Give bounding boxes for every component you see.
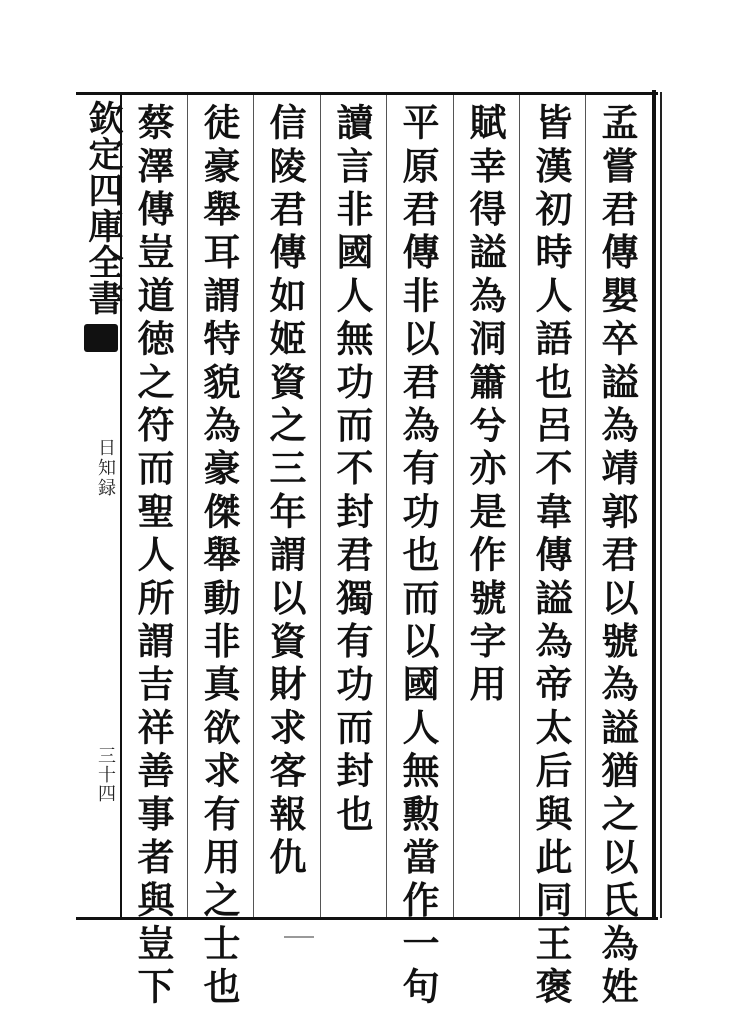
margin-page-number: 三十四: [95, 746, 116, 803]
frame-right-border: [652, 90, 656, 920]
text-column-5: 讀言非國人無功而不封君獨有功而封也: [330, 103, 374, 838]
text-column-2: 皆漢初時人語也呂不韋傳謚為帝太后與此同王褒: [529, 103, 573, 1011]
text-column-7: 徒豪舉耳謂特貌為豪傑舉動非真欲求有用之士也: [197, 103, 241, 1011]
column-divider: [386, 95, 387, 917]
column-divider: [320, 95, 321, 917]
frame-right-inner-border: [660, 92, 662, 918]
text-column-8: 蔡澤傳豈道徳之符而聖人所謂吉祥善事者與豈下: [131, 103, 175, 1011]
text-column-4: 平原君傳非以君為有功也而以國人無勲當作一句: [396, 103, 440, 1011]
frame-top-border: [76, 92, 658, 95]
column-divider: [187, 95, 188, 917]
column-divider: [253, 95, 254, 917]
margin-book-title: 日知録: [95, 438, 116, 498]
text-column-1: 孟嘗君傳嬰卒謚為靖郭君以號為謚猶之以氏為姓: [595, 103, 639, 1011]
column-divider: [453, 95, 454, 917]
text-column-3: 賦幸得謚為洞簫兮亦是作號字用: [463, 103, 507, 708]
fishtail-mark-icon: [84, 324, 118, 352]
margin-collection-title: 欽定四庫全書: [83, 100, 124, 316]
column-divider: [519, 95, 520, 917]
column-divider: [585, 95, 586, 917]
bottom-smudge: [284, 936, 314, 938]
text-column-6: 信陵君傳如姬資之三年謂以資財求客報仇: [263, 103, 307, 881]
